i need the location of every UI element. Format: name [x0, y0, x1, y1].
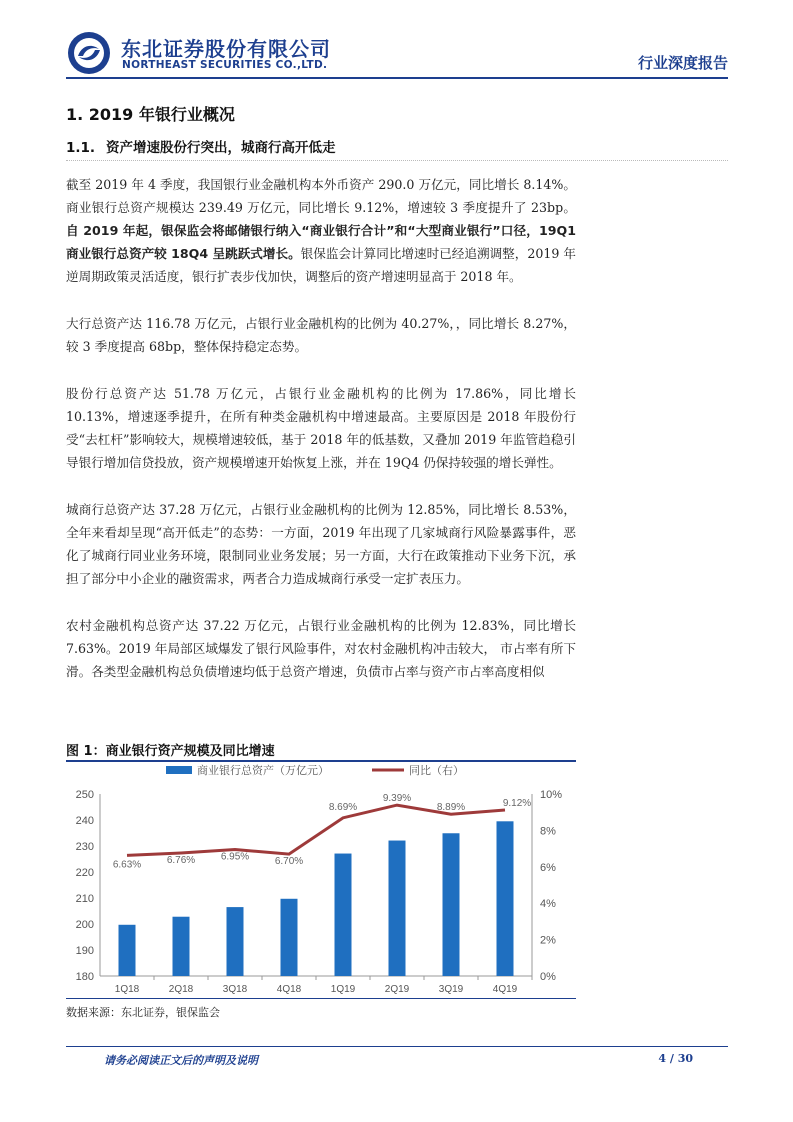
report-type-label: 行业深度报告 [637, 54, 728, 72]
bar-series [119, 821, 514, 976]
bar-3Q19 [443, 833, 460, 976]
legend-swatch-bar [166, 766, 192, 774]
line-series [113, 793, 531, 870]
left-tick-label: 240 [75, 815, 94, 827]
paragraph-joint-stock-banks: 股份行总资产达 51.78 万亿元，占银行业金融机构的比例为 17.86%，同比增长 10.13%，增速逐季提升，在所有种类金融机构中增速最高。主要原因是 2018 年股份行受“去杠杆”影响较大，规模增速较低，基于 2018 年的低基数，又叠加 2019 年监管趋稳引导银行增加信贷投放，资产规模增速开始恢复上涨，并在 19Q4 仍保持较强的增长弹性。 [66, 386, 576, 470]
x-tick-label: 4Q18 [276, 984, 302, 995]
bar-1Q18 [119, 925, 136, 976]
x-tick-label: 3Q18 [222, 984, 248, 995]
x-tick-label: 1Q19 [330, 984, 356, 995]
header-rule [66, 77, 728, 79]
x-tick-label: 2Q19 [384, 984, 410, 995]
yoy-data-label: 6.76% [166, 854, 196, 866]
chart-legend [166, 763, 464, 777]
right-tick-label: 8% [540, 825, 556, 838]
right-tick-label: 10% [540, 789, 563, 801]
paragraph-text: 银保监会计算同比增速时已经追溯调整，2019 年逆周期政策灵活适度，银行扩表步伐加快，调整后的资产增速明显高于 2018 年。 [66, 246, 577, 284]
footer-disclaimer: 请务必阅读正文后的声明及说明 [104, 1054, 258, 1067]
subsection-heading [66, 136, 336, 156]
bar-2Q19 [389, 841, 406, 976]
left-tick-label: 190 [75, 945, 94, 957]
page-number: 4 / 30 [658, 1052, 693, 1065]
right-tick-label: 0% [540, 971, 556, 983]
bar-4Q18 [281, 899, 298, 976]
section-heading: 1. 2019 年银行业概况 [66, 105, 235, 124]
bar-2Q18 [173, 917, 190, 976]
x-tick-label: 1Q18 [114, 984, 140, 995]
subsection-number: 1.1. [66, 140, 96, 156]
x-tick-label: 2Q18 [168, 984, 194, 995]
left-tick-label: 210 [75, 893, 94, 905]
right-tick-label: 6% [540, 861, 556, 874]
right-tick-label: 2% [540, 934, 556, 947]
page-header [66, 30, 728, 76]
yoy-data-label: 8.69% [328, 801, 358, 813]
chart-axes [76, 789, 563, 995]
section-divider [66, 160, 728, 161]
bar-1Q19 [335, 854, 352, 976]
legend-label-bar: 商业银行总资产（万亿元） [197, 765, 329, 777]
left-tick-label: 180 [75, 971, 94, 983]
left-tick-label: 230 [75, 841, 94, 853]
body-text [66, 173, 576, 707]
right-tick-label: 4% [540, 898, 556, 911]
paragraph-large-banks: 大行总资产达 116.78 万亿元，占银行业金融机构的比例为 40.27%，，同比增长 8.27%，较 3 季度提高 68bp，整体保持稳定态势。 [66, 316, 576, 354]
yoy-data-label: 6.63% [112, 859, 142, 871]
yoy-data-label: 9.39% [382, 793, 412, 805]
bar-4Q19 [497, 821, 514, 976]
paragraph-emphasis: 自 2019 年起，银保监会将邮储银行纳入“商业银行合计”和“大型商业银行”口径，19Q1 商业银行总资产较 18Q4 呈跳跃式增长。 [66, 223, 576, 261]
figure-title: 图 1：商业银行资产规模及同比增速 [66, 744, 275, 759]
assets-growth-chart [66, 762, 576, 998]
subsection-title: 资产增速股份行突出，城商行高开低走 [106, 140, 336, 156]
left-tick-label: 250 [75, 789, 94, 801]
legend-label-line: 同比（右） [409, 765, 464, 777]
x-tick-label: 4Q19 [492, 984, 518, 995]
x-tick-label: 3Q19 [438, 984, 464, 995]
yoy-data-label: 8.89% [436, 802, 466, 814]
yoy-data-label: 6.95% [220, 851, 250, 863]
figure-bottom-rule [66, 998, 576, 999]
figure-source: 数据来源：东北证券，银保监会 [66, 1006, 220, 1019]
paragraph-total-assets [66, 173, 576, 288]
bar-3Q18 [227, 907, 244, 976]
company-name-cn: 东北证券股份有限公司 [121, 37, 331, 61]
footer-rule [66, 1046, 728, 1047]
left-tick-label: 200 [75, 919, 94, 931]
paragraph-city-banks: 城商行总资产达 37.28 万亿元，占银行业金融机构的比例为 12.85%，同比增长 8.53%，全年来看却呈现“高开低走”的态势：一方面，2019 年出现了几家城商行风险暴露事件，恶化了城商行同业业务环境，限制同业业务发展；另一方面，大行在政策推动下业务下沉，承担了部分中小企业的融资需求，两者合力造成城商行承受一定扩表压力。 [66, 502, 576, 586]
company-name-en: NORTHEAST SECURITIES CO.,LTD. [122, 59, 328, 71]
paragraph-text: 截至 2019 年 4 季度，我国银行业金融机构本外币资产 290.0 万亿元，同比增长 8.14%。商业银行总资产规模达 239.49 万亿元，同比增长 9.12%，增速较 3 季度提升了 23bp。 [66, 177, 576, 215]
left-tick-label: 220 [75, 867, 94, 879]
yoy-data-label: 9.12% [502, 798, 532, 810]
paragraph-rural-institutions: 农村金融机构总资产达 37.22 万亿元，占银行业金融机构的比例为 12.83%，同比增长 7.63%。2019 年局部区域爆发了银行风险事件，对农村金融机构冲击较大， 市占率有所下滑。各类型金融机构总负债增速均低于总资产增速，负债市占率与资产市占率高度相似 [66, 618, 576, 679]
northeast-securities-logo-icon [66, 30, 112, 76]
yoy-data-label: 6.70% [274, 856, 304, 868]
